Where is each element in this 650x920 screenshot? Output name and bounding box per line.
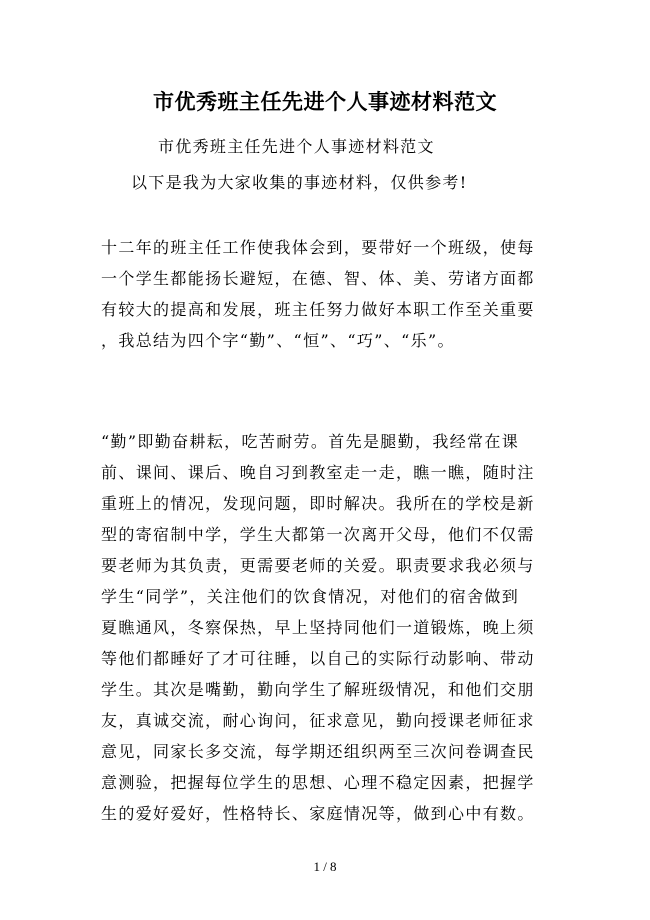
paragraph-line: 友，真诚交流，耐心询问，征求意见，勤向授课老师征求: [101, 711, 535, 730]
paragraph-line: 一个学生都能扬长避短，在德、智、体、美、劳诸方面都: [101, 269, 535, 288]
paragraph: [101, 232, 541, 356]
paragraph-line: 十二年的班主任工作使我体会到，要带好一个班级，使每: [101, 238, 535, 257]
intro-text: 以下是我为大家收集的事迹材料，仅供参考!: [131, 173, 468, 192]
paragraph-line: “勤”即勤奋耕耘，吃苦耐劳。首先是腿勤，我经常在课: [101, 432, 520, 451]
paragraph-line: 要老师为其负责，更需要老师的关爱。职责要求我必须与: [101, 556, 535, 575]
paragraph-line: 夏瞧通风，冬察保热，早上坚持同他们一道锻炼，晚上须: [101, 618, 535, 637]
paragraph-line: 有较大的提高和发展，班主任努力做好本职工作至关重要: [101, 300, 535, 319]
paragraph-line: 前、课间、课后、晚自习到教室走一走，瞧一瞧，随时注: [101, 463, 535, 482]
paragraph: [101, 426, 541, 829]
paragraph-line: 学生“同学”，关注他们的饮食情况，对他们的宿舍做到: [101, 587, 520, 606]
paragraph-line: ，我总结为四个字“勤”、“恒”、“巧”、“乐”。: [101, 331, 455, 350]
document-title: 市优秀班主任先进个人事迹材料范文: [153, 90, 497, 114]
paragraph-line: 意测验，把握每位学生的思想、心理不稳定因素，把握学: [101, 773, 535, 792]
document-subtitle: 市优秀班主任先进个人事迹材料范文: [158, 137, 435, 156]
paragraph-line: 学生。其次是嘴勤，勤向学生了解班级情况，和他们交朋: [101, 680, 535, 699]
paragraph-line: 等他们都睡好了才可往睡，以自己的实际行动影响、带动: [101, 649, 535, 668]
paragraph-line: 重班上的情况，发现问题，即时解决。我所在的学校是新: [101, 494, 535, 513]
paragraph-line: 意见，同家长多交流，每学期还组织两至三次问卷调查民: [101, 742, 535, 761]
paragraph-line: 型的寄宿制中学，学生大都第一次离开父母，他们不仅需: [101, 525, 535, 544]
paragraph-line: 生的爱好爱好，性格特长、家庭情况等，做到心中有数。: [101, 804, 535, 823]
page-number: 1 / 8: [313, 859, 337, 874]
